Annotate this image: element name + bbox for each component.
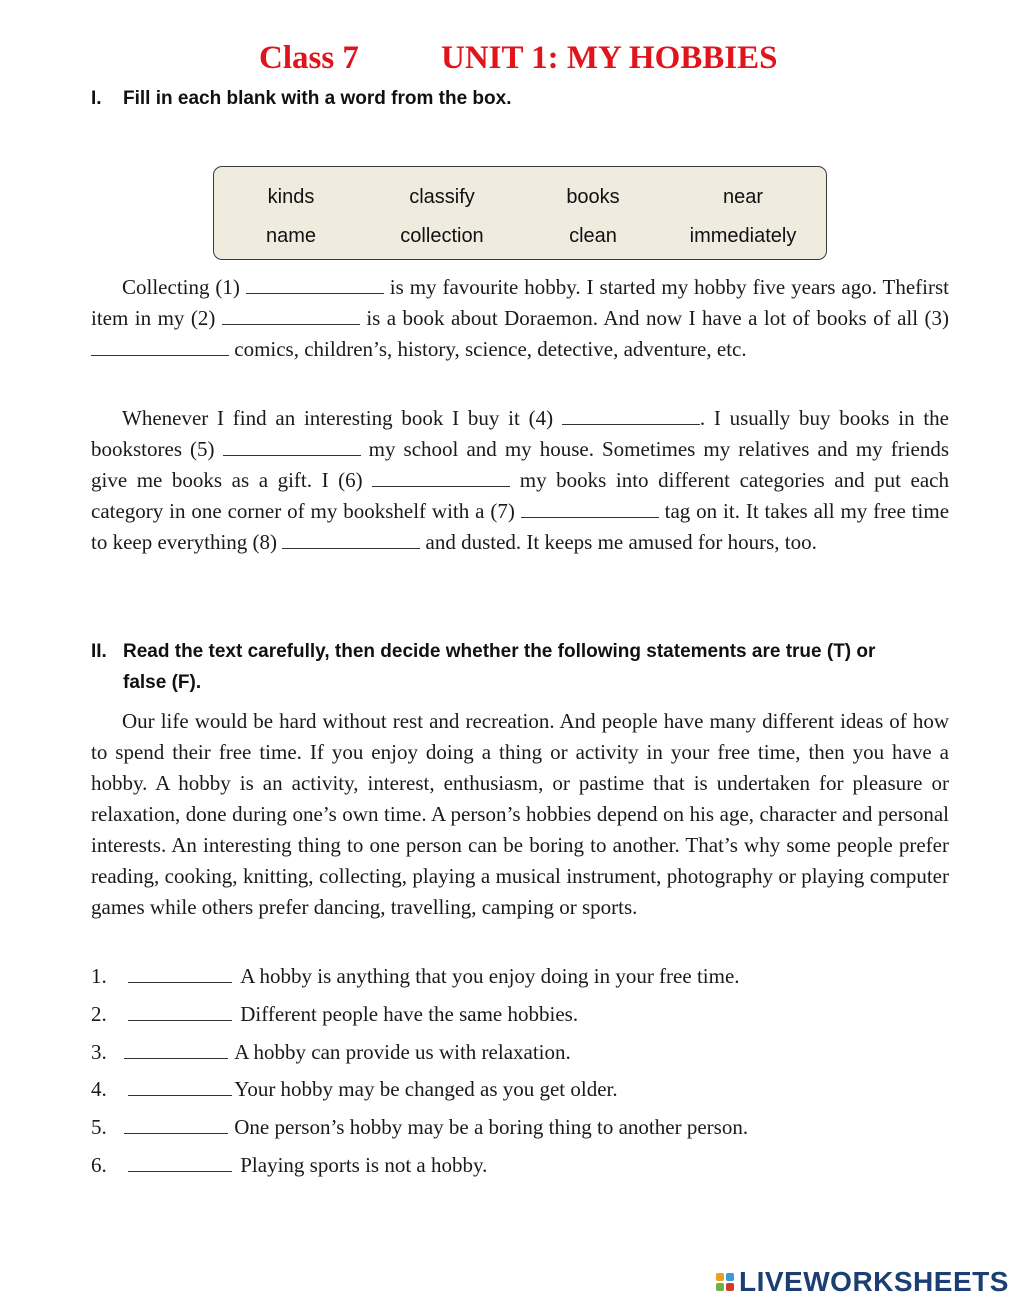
paragraph-text: tag on it. It takes all my free time to keep everything (8) <box>91 499 950 554</box>
unit-title: UNIT 1: MY HOBBIES <box>441 40 778 76</box>
class-label: Class 7 <box>259 40 359 76</box>
paragraph-text: is a book about Doraemon. And now I have a lot of books of all (3) <box>366 306 950 330</box>
statement-item <box>91 1040 571 1070</box>
statement-number: 5. <box>91 1115 107 1139</box>
section-1-instruction: Fill in each blank with a word from the box. <box>123 88 512 109</box>
blank-8[interactable] <box>282 530 420 549</box>
paragraph-text: is my favourite hobby. I started my hobby five years ago. Thefirst item in my (2) <box>91 275 949 330</box>
statement-text: A hobby can provide us with relaxation. <box>234 1040 571 1064</box>
answer-blank[interactable] <box>124 1117 228 1134</box>
statement-number: 1. <box>91 964 107 988</box>
blank-4[interactable] <box>562 406 700 425</box>
answer-blank[interactable] <box>124 1042 228 1059</box>
section-2-instruction-cont: false (F). <box>123 672 202 693</box>
reading-passage <box>91 706 949 923</box>
word-box-item: immediately <box>689 225 797 247</box>
blank-5[interactable] <box>223 437 361 456</box>
section-2-heading <box>91 636 961 698</box>
blank-1[interactable] <box>246 275 384 294</box>
word-box-item: books <box>566 186 620 208</box>
fill-in-paragraph-2 <box>91 403 949 558</box>
statement-item <box>91 1002 578 1032</box>
statement-number: 4. <box>91 1077 107 1101</box>
statement-item <box>91 1115 748 1145</box>
statement-number: 6. <box>91 1153 107 1177</box>
blank-7[interactable] <box>521 499 659 518</box>
statement-text: Different people have the same hobbies. <box>240 1002 579 1026</box>
word-box-item: near <box>722 186 764 208</box>
answer-blank[interactable] <box>128 1079 232 1096</box>
word-box-item: name <box>265 225 317 247</box>
statement-text: Your hobby may be changed as you get older. <box>234 1077 618 1101</box>
fill-in-paragraph-1 <box>91 272 949 365</box>
paragraph-text: my school and my house. Sometimes my relatives and my friends give me books as a gift. I (6) <box>91 437 950 492</box>
word-box-item: classify <box>409 186 475 208</box>
blank-2[interactable] <box>222 306 360 325</box>
statement-item <box>91 1153 487 1183</box>
section-1-heading <box>91 88 512 110</box>
statement-item <box>91 964 740 994</box>
blank-3[interactable] <box>91 337 229 356</box>
section-2-instruction: Read the text carefully, then decide whether the following statements are true (T) or <box>123 641 876 662</box>
liveworksheets-logo[interactable] <box>716 1266 1009 1298</box>
statement-text: A hobby is anything that you enjoy doing in your free time. <box>240 964 740 988</box>
liveworksheets-logo-text: LIVEWORKSHEETS <box>739 1266 1009 1297</box>
blank-6[interactable] <box>372 468 510 487</box>
statement-number: 2. <box>91 1002 107 1026</box>
answer-blank[interactable] <box>128 1004 232 1021</box>
statement-item <box>91 1077 618 1107</box>
word-box-item: collection <box>400 225 484 247</box>
word-box-item: kinds <box>267 186 315 208</box>
passage-text: Our life would be hard without rest and recreation. And people have many different ideas of how to spend their free time. If you enjoy doing a thing or activity in your free time, then you have a hobby. A hobby is an activity, interest, enthusiasm, or pastime that is undertaken for pleasure or relaxation, done during one’s own time. A person’s hobbies depend on his age, character and personal interests. An interesting thing to one person can be boring to another. That’s why some people prefer reading, cooking, knitting, collecting, playing a musical instrument, photography or playing computer games while others prefer dancing, travelling, camping or sports. <box>91 709 949 919</box>
word-box-item: clean <box>569 225 617 247</box>
paragraph-text: and dusted. It keeps me amused for hours, too. <box>425 530 817 554</box>
liveworksheets-logo-icon <box>716 1273 736 1293</box>
answer-blank[interactable] <box>128 966 232 983</box>
paragraph-text: . I usually buy books in the bookstores (5) <box>91 406 949 461</box>
paragraph-text: comics, children’s, history, science, detective, adventure, etc. <box>234 337 747 361</box>
section-2-number: II. <box>91 641 107 662</box>
word-box <box>213 166 827 260</box>
paragraph-text: Collecting (1) <box>122 275 240 299</box>
worksheet-title <box>0 40 1024 84</box>
statement-number: 3. <box>91 1040 107 1064</box>
section-1-number: I. <box>91 88 102 109</box>
answer-blank[interactable] <box>128 1155 232 1172</box>
statement-text: Playing sports is not a hobby. <box>240 1153 488 1177</box>
statement-text: One person’s hobby may be a boring thing to another person. <box>234 1115 749 1139</box>
paragraph-text: Whenever I find an interesting book I buy it (4) <box>122 406 554 430</box>
paragraph-text: my books into different categories and put each category in one corner of my bookshelf with a (7) <box>91 468 949 523</box>
